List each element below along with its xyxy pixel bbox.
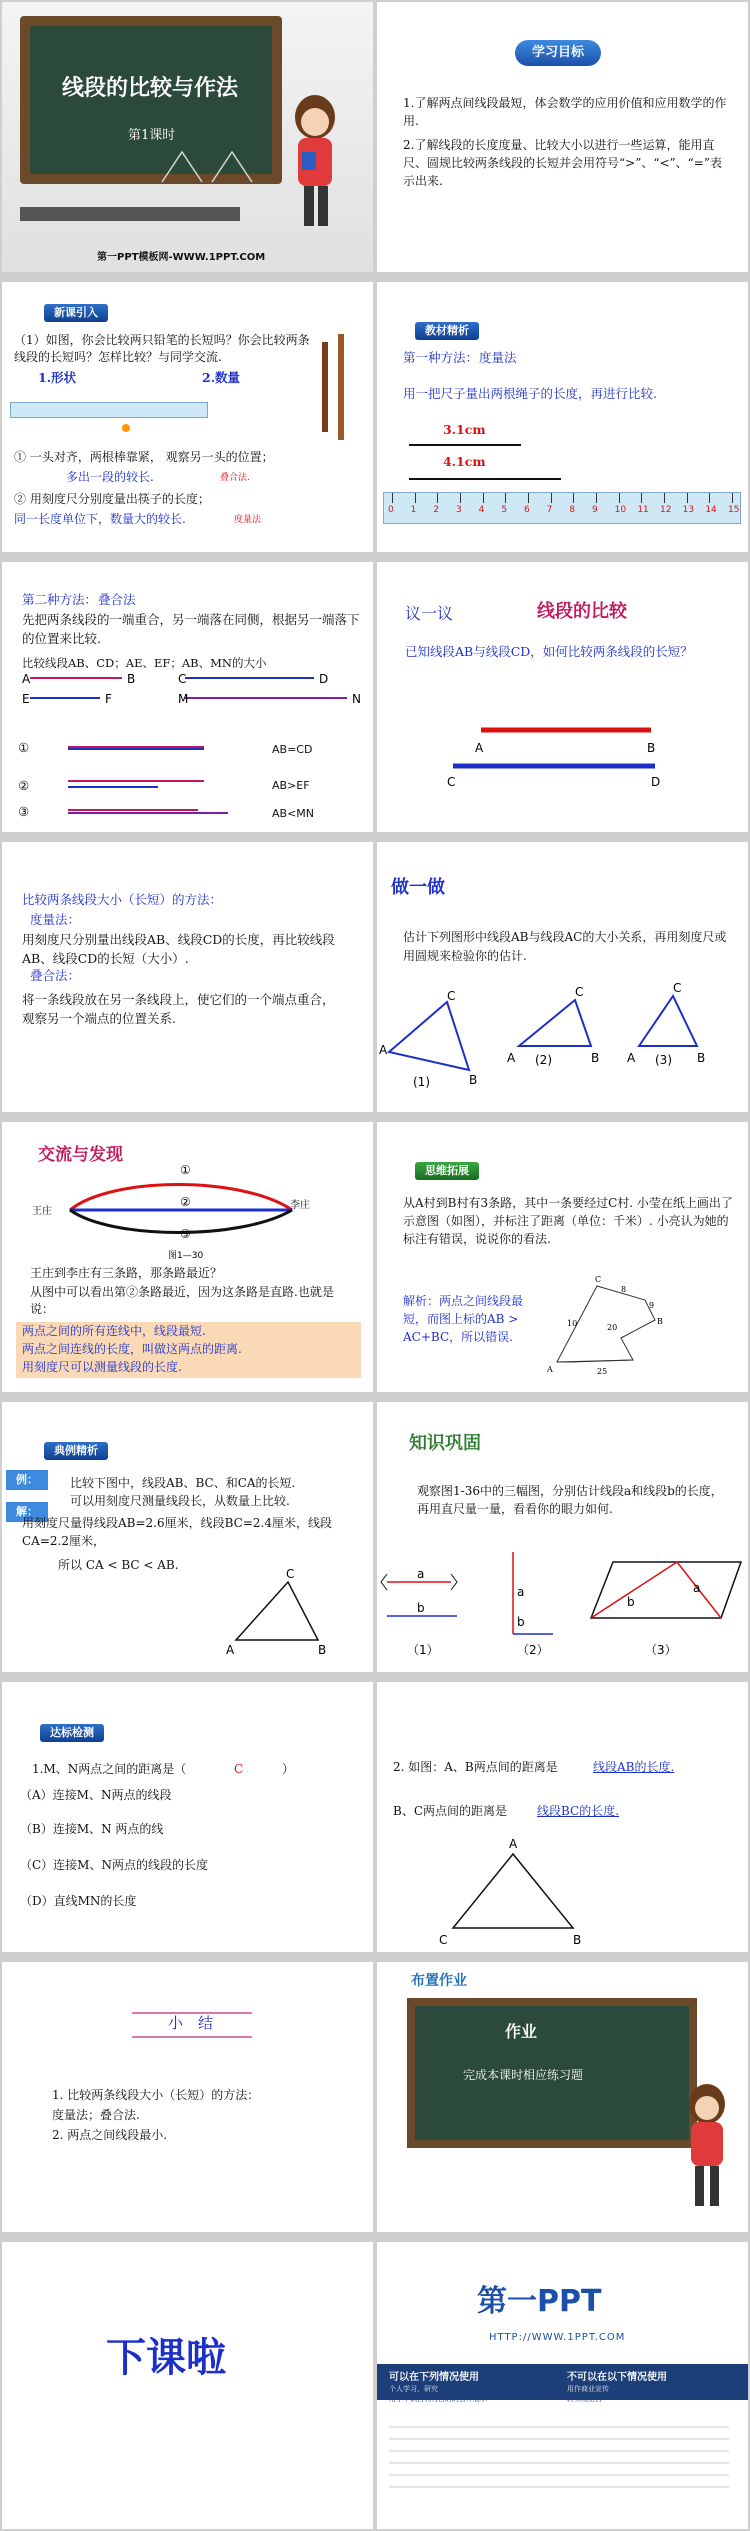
fig-2-label: (2) [535, 1053, 552, 1067]
ruler-tick [641, 493, 642, 503]
slide-practice [377, 842, 748, 1112]
fig3-a-label: a [693, 1581, 701, 1595]
t2-b: B [591, 1051, 600, 1065]
discuss-question: 已知线段AB与线段CD，如何比较两条线段的长短？ [405, 644, 693, 659]
label-a: A [547, 1365, 553, 1374]
methods-measure: 度量法： [30, 912, 81, 927]
example-label: 例： [6, 1470, 48, 1490]
summary-line-2: 度量法；叠合法. [52, 2108, 140, 2122]
ruler-tick [483, 493, 484, 503]
slide-measure-method [377, 282, 748, 552]
forbidden-2: 转卖或出售 [567, 2395, 602, 2403]
intro-question: （1）如图，你会比较两只铅笔的长短吗？你会比较两条线段的长短吗？怎样比较？与同学交流. [14, 333, 310, 364]
solution-label: 解： [6, 1502, 48, 1522]
summary-line-1: 1. 比较两条线段大小（长短）的方法： [52, 2088, 260, 2102]
tri-c: C [439, 1933, 448, 1947]
method-2-label: 度量法 [234, 515, 262, 525]
overlay-1-cd [68, 748, 204, 750]
label-e: E [22, 692, 30, 706]
label-b: B [647, 741, 656, 755]
solution-conclusion: 所以 CA < BC < AB. [58, 1558, 179, 1572]
row-1-result: AB=CD [272, 743, 313, 756]
ruler-tick-label: 7 [546, 505, 553, 515]
label-lizhuang: 李庄 [290, 1200, 310, 1211]
road-2-num: ② [180, 1195, 191, 1209]
ruler-tick-label: 2 [433, 505, 440, 515]
marker-dot [122, 424, 130, 432]
analysis-tag: 教材精析 [415, 322, 479, 340]
slide-intro [2, 282, 373, 552]
slide-example [2, 1402, 373, 1672]
question-2: 2. 如图：A、B两点间的距离是 [393, 1760, 558, 1774]
methods-overlay-text: 将一条线段放在另一条线段上，使它们的一个端点重合，观察另一个端点的位置关系. [22, 992, 335, 1026]
tri-b: B [573, 1933, 582, 1947]
rope-1 [409, 444, 521, 446]
question-3-answer: 线段BC的长度. [537, 1804, 620, 1818]
methods-overlay: 叠合法： [30, 968, 81, 983]
label-c: C [178, 672, 187, 686]
ruler-tick-label: 8 [569, 505, 576, 515]
objectives-banner: 学习目标 [515, 40, 601, 66]
pencil-1 [322, 342, 328, 432]
slide-subtitle: 第1课时 [128, 128, 176, 143]
extension-problem: 从A村到B村有3条路，其中一条要经过C村. 小莹在纸上画出了示意图（如图），并标注了距离（单位：千米）. 小亮认为她的标注有错误，说说你的看法. [403, 1196, 733, 1246]
discuss-title: 议一议 [405, 604, 454, 623]
rope-2 [409, 478, 561, 480]
slide-summary [2, 1962, 373, 2232]
t1-c: C [447, 989, 456, 1003]
compare-question: 比较线段AB、CD；AE、EF；AB、MN的大小 [22, 656, 267, 670]
option-b: （B）连接M、N 两点的线 [20, 1822, 164, 1836]
overlay-1-ab [68, 746, 204, 748]
methods-heading: 比较两条线段大小（长短）的方法： [22, 892, 223, 907]
intro-tag: 新课引入 [44, 304, 108, 322]
length-1-label: 3.1cm [443, 422, 486, 437]
allowed-1: 个人学习、研究 [389, 2385, 438, 2393]
ruler-tick [392, 493, 393, 503]
option-c: （C）连接M、N两点的线段的长度 [20, 1858, 208, 1872]
extension-answer: 解析：两点之间线段最短，而图上标的AB > AC+BC，所以错误. [403, 1294, 524, 1344]
fig1-caption: （1） [407, 1643, 439, 1657]
slide-objectives [377, 2, 748, 272]
slide-methods-summary [2, 842, 373, 1112]
slide-title [2, 2, 373, 272]
label-b: B [127, 672, 136, 686]
discuss-figure [377, 722, 748, 802]
villages-map [537, 1272, 737, 1382]
label-d: D [319, 672, 329, 686]
fig3-a [591, 1562, 677, 1618]
triangle-3 [639, 996, 697, 1046]
brand-logo: 第一PPT [477, 2284, 602, 2319]
pencil-2 [338, 334, 344, 440]
slide-consolidate [377, 1402, 748, 1672]
tri-a: A [226, 1643, 235, 1657]
triangle-1 [389, 1002, 469, 1070]
ruler-tick [437, 493, 438, 503]
overlay-2-ef [68, 786, 158, 788]
ruler-tick-label: 1 [410, 505, 417, 515]
forbidden-heading: 不可以在以下情况使用 [567, 2372, 667, 2383]
road-1-num: ① [180, 1163, 191, 1177]
row-2-num: ② [18, 778, 30, 793]
allowed-heading: 可以在下列情况使用 [389, 2372, 479, 2383]
forbidden-1: 用作商业宣传 [567, 2385, 609, 2393]
example-question: 比较下图中，线段AB、BC、和CA的长短. [70, 1476, 296, 1490]
fig-1-label: (1) [413, 1075, 430, 1089]
solution-step-1: 可以用刻度尺测量线段长，从数量上比较. [70, 1494, 290, 1508]
t1-a: A [379, 1043, 388, 1057]
method-1-label: 叠合法. [220, 473, 250, 483]
end-text: 下课啦 [106, 2334, 226, 2381]
ruler-tick [664, 493, 665, 503]
ruler-tick [573, 493, 574, 503]
ruler-tick [687, 493, 688, 503]
row-2-result: AB>EF [272, 779, 310, 792]
fig1-a-label: a [417, 1567, 425, 1581]
label-a: A [475, 741, 484, 755]
example-tag: 典例精析 [44, 1442, 108, 1460]
method-heading: 第一种方法： [403, 350, 479, 365]
ruler-tick [551, 493, 552, 503]
dist-10: 10 [567, 1319, 578, 1328]
homework-tag: 布置作业 [411, 1973, 467, 1989]
fig3-b-label: b [627, 1595, 635, 1609]
objective-1: 1.了解两点间线段最短，体会数学的应用价值和应用数学的作用. [403, 96, 727, 128]
ruler-ticks [384, 493, 740, 523]
slide-extension [377, 1122, 748, 1392]
distance-triangle [437, 1834, 597, 1947]
ruler-tick-label: 3 [456, 505, 462, 515]
ruler-tick-label: 14 [705, 505, 717, 515]
measuring-ruler [383, 492, 741, 524]
slide-discovery [2, 1122, 373, 1392]
method-2-result: 同一长度单位下，数量大的较长. [14, 512, 186, 526]
label-m: M [178, 692, 189, 706]
slide-credits [377, 2242, 748, 2529]
figure-caption: 图1—30 [168, 1251, 204, 1261]
ruler-tick [415, 493, 416, 503]
fig1-b-label: b [417, 1601, 425, 1615]
method2-name: 叠合法 [98, 592, 136, 607]
summary-heading: 小 结 [168, 2014, 214, 2032]
label-f: F [105, 692, 112, 706]
row-1-num: ① [18, 740, 30, 755]
label-wangzhuang: 王庄 [32, 1206, 52, 1217]
roads-question: 王庄到李庄有三条路，那条路最近？ [30, 1266, 223, 1280]
segments-figure [2, 670, 373, 830]
practice-title: 做一做 [391, 877, 445, 898]
label-d: D [651, 775, 661, 789]
label-n: N [352, 692, 361, 706]
question-1: 1.M、N两点之间的距离是（ [32, 1762, 187, 1776]
option-a: （A）连接M、N两点的线段 [20, 1788, 172, 1802]
objective-2: 2.了解线段的长度度量、比较大小以进行一些运算，能用直尺、圆规比较两条线段的长短并会用符号“>”、“<”、“=”表示出来. [403, 138, 722, 188]
t1-b: B [469, 1073, 478, 1087]
method-1: ① 一头对齐，两根棒靠紧， 观察另一头的位置； [14, 450, 274, 464]
overlay-3-ab [68, 809, 198, 811]
slide-overlay-method [2, 562, 373, 832]
ruler-tick-label: 15 [728, 505, 740, 515]
tri-c: C [286, 1567, 295, 1581]
dist-8: 8 [621, 1285, 627, 1294]
label-c: C [447, 775, 456, 789]
slide-title-text: 线段的比较与作法 [62, 75, 239, 101]
methods-measure-text: 用刻度尺分别量出线段AB、线段CD的长度，再比较线段AB、线段CD的长短（大小）. [22, 932, 335, 966]
ruler-tick-label: 10 [614, 505, 627, 515]
fig2-caption: （2） [517, 1643, 549, 1657]
dist-20: 20 [607, 1323, 618, 1332]
t3-c: C [673, 981, 682, 995]
option-shape: 1.形状 [38, 370, 77, 385]
ruler-tick [528, 493, 529, 503]
method-heading-name: 度量法 [479, 350, 517, 365]
homework-task: 完成本课时相应练习题 [463, 2068, 584, 2082]
question-3: B、C两点间的距离是 [393, 1804, 508, 1818]
summary-line-3: 2. 两点之间线段最小. [52, 2128, 168, 2142]
slide-discuss [377, 562, 748, 832]
example-triangle [220, 1567, 340, 1660]
length-2-label: 4.1cm [443, 454, 486, 469]
roads-answer: 从图中可以看出第②条路最近，因为这条路是直路.也就是说： [30, 1285, 334, 1316]
ruler-tick-label: 12 [660, 505, 672, 515]
question-1-answer: C [234, 1762, 244, 1776]
discovery-title: 交流与发现 [38, 1145, 123, 1165]
fig2-b-label: b [517, 1615, 525, 1629]
dist-25: 25 [597, 1367, 608, 1376]
fig2-a-label: a [517, 1585, 525, 1599]
solution-step-2: 用刻度尺量得线段AB=2.6厘米，线段BC=2.4厘米，线段CA=2.2厘米， [22, 1516, 332, 1548]
t2-c: C [575, 985, 584, 999]
discuss-topic: 线段的比较 [537, 601, 627, 622]
slide-assessment [2, 1682, 373, 1952]
method-desc: 用一把尺子量出两根绳子的长度，再进行比较. [403, 386, 657, 401]
ruler-tick [460, 493, 461, 503]
ruler-tick-label: 11 [637, 505, 649, 515]
method-1-result: 多出一段的较长. [66, 470, 154, 484]
t2-a: A [507, 1051, 516, 1065]
triangles-figure [377, 981, 748, 1102]
dist-9: 9 [649, 1301, 655, 1310]
slide-homework [377, 1962, 748, 2232]
ruler-tick-label: 13 [682, 505, 695, 515]
ruler-tick-label: 9 [592, 505, 598, 515]
label-a: A [22, 672, 31, 686]
ruler-tick-label: 6 [524, 505, 530, 515]
ruler-tick [709, 493, 710, 503]
fig3-caption: （3） [645, 1643, 677, 1657]
road-3-num: ③ [180, 1227, 191, 1241]
tri-a: A [509, 1837, 518, 1851]
consolidate-desc: 观察图1-36中的三幅图，分别估计线段a和线段b的长度，再用直尺量一量，看看你的眼力如何. [417, 1484, 723, 1516]
chalk-drawing [152, 132, 272, 192]
brand-url: HTTP://WWW.1PPT.COM [489, 2332, 626, 2343]
label-c: C [595, 1275, 602, 1284]
overlay-3-mn [68, 812, 228, 814]
method2-desc: 先把两条线段的一端重合，另一端落在同侧，根据另一端落下的位置来比较. [22, 612, 360, 646]
ruler-tick [596, 493, 597, 503]
homework-teacher [677, 2082, 737, 2222]
ruler-tick-label: 0 [388, 505, 394, 515]
homework-board-title: 作业 [505, 2022, 538, 2041]
estimate-figures [377, 1548, 748, 1668]
conclusion-3: 用刻度尺可以测量线段的长度. [22, 1360, 182, 1374]
conclusion-1: 两点之间的所有连线中，线段最短. [22, 1324, 206, 1338]
slide-distance [377, 1682, 748, 1952]
t3-a: A [627, 1051, 636, 1065]
tri-b: B [318, 1643, 327, 1657]
extension-tag: 思维拓展 [415, 1162, 479, 1180]
assessment-tag: 达标检测 [40, 1724, 104, 1742]
row-3-result: AB<MN [272, 807, 315, 820]
ruler-tick [619, 493, 620, 503]
ruler-tick-label: 4 [478, 505, 485, 515]
fig-3-label: (3) [655, 1053, 672, 1067]
ruler-tick [732, 493, 733, 503]
ruler-tick-label: 5 [501, 505, 508, 515]
question-2-answer: 线段AB的长度. [593, 1760, 675, 1774]
triangle-2 [519, 1000, 591, 1046]
watermark-footer: 第一PPT模板网-WWW.1PPT.COM [97, 252, 266, 263]
ruler [10, 402, 208, 418]
question-1-close: ） [282, 1762, 295, 1776]
t3-b: B [697, 1051, 706, 1065]
method2-heading: 第二种方法： [22, 592, 98, 607]
label-b: B [657, 1317, 663, 1326]
practice-desc: 估计下列图形中线段AB与线段AC的大小关系，再用刻度尺或用圆规来检验你的估计. [403, 930, 727, 963]
slide-end [2, 2242, 373, 2529]
ruler-tick [505, 493, 506, 503]
roads-figure [2, 1156, 373, 1266]
fig3-parallelogram [591, 1562, 741, 1618]
option-d: （D）直线MN的长度 [20, 1894, 137, 1908]
credits-links [389, 2418, 729, 2510]
option-number: 2.数量 [202, 370, 241, 385]
consolidate-title: 知识巩固 [409, 1433, 481, 1454]
allowed-2: 用于不以营利为目的的公开展示 [389, 2395, 487, 2403]
desk [20, 207, 240, 221]
teacher-figure [280, 92, 350, 242]
method-2: ② 用刻度尺分别度量出筷子的长度； [14, 492, 210, 506]
overlay-2-ab [68, 780, 204, 782]
conclusion-2: 两点之间连线的长度，叫做这两点的距离. [22, 1342, 242, 1356]
row-3-num: ③ [18, 804, 30, 819]
